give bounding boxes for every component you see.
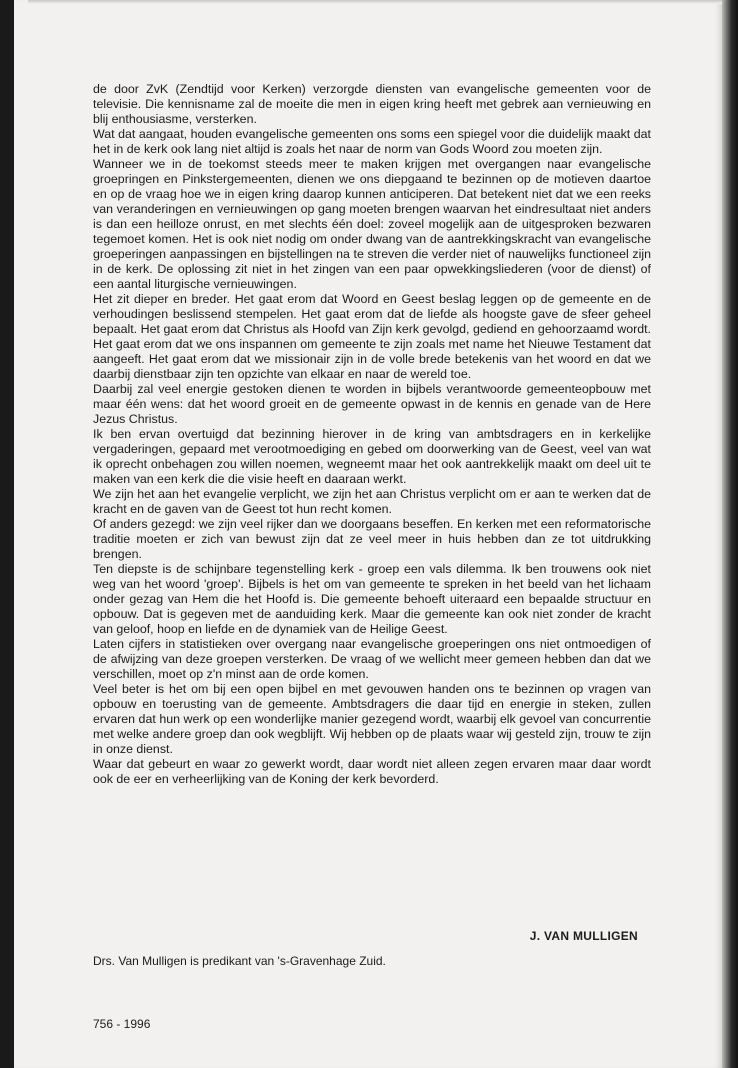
paragraph: Daarbij zal veel energie gestoken dienen te worden in bijbels verantwoorde gemeenteopbouw met maar één wens: dat het woord groeit en de gemeente opwast in de kennis en genade van de Here Jezus Christus. xyxy=(93,382,651,426)
page-top-edge xyxy=(28,0,736,4)
book-spine-edge xyxy=(722,0,738,1068)
author-signature: J. VAN MULLIGEN xyxy=(529,929,638,943)
paragraph: de door ZvK (Zendtijd voor Kerken) verzorgde diensten van evangelische gemeenten voor de televisie. Die kennisname zal de moeite die men in eigen kring heeft met gebrek aan vernieuwing en blij enthousiasme, versterken. xyxy=(93,82,651,126)
paragraph: Laten cijfers in statistieken over overgang naar evangelische groeperingen ons niet ontmoedigen of de afwijzing van deze groepen versterken. De vraag of we wellicht meer gemeen hebben dan dat we verschillen, moet op z'n minst aan de orde komen. xyxy=(93,637,651,681)
paragraph: Ten diepste is de schijnbare tegenstelling kerk - groep een vals dilemma. Ik ben trouwens ook niet weg van het woord 'groep'. Bijbels is het om van gemeente te spreken in het beeld van het lichaam onder gezag van Hem die het Hoofd is. Die gemeente behoeft uiteraard een bepaalde structuur en opbouw. Dat is gegeven met de aanduiding kerk. Maar die gemeente kan ook niet zonder de kracht van geloof, hoop en liefde en de dynamiek van de Heilige Geest. xyxy=(93,562,651,636)
paragraph: Ik ben ervan overtuigd dat bezinning hierover in de kring van ambtsdragers en in kerkelijke vergaderingen, gepaard met verootmoediging en gebed om doorwerking van de Geest, veel van wat ik oprecht onbehagen zou willen noemen, wegneemt maar het ook aantrekkelijk maakt om deel uit te maken van een kerk die die visie heeft en daaraan werkt. xyxy=(93,427,651,486)
page-number: 756 - 1996 xyxy=(93,1017,151,1031)
paragraph: Of anders gezegd: we zijn veel rijker dan we doorgaans beseffen. En kerken met een reformatorische traditie moeten er zich van bewust zijn dat ze veel meer in huis hebben dan ze tot uitdrukking brengen. xyxy=(93,517,651,561)
paragraph: Veel beter is het om bij een open bijbel en met gevouwen handen ons te bezinnen op vragen van opbouw en toerusting van de gemeente. Ambtsdragers die daar tijd en energie in steken, zullen ervaren dat hun werk op een wonderlijke manier gezegend wordt, waarbij elk gevoel van concurrentie met welke andere groep dan ook wegblijft. Wij hebben op de plaats waar wij gesteld zijn, trouw te zijn in onze dienst. xyxy=(93,682,651,756)
author-note: Drs. Van Mulligen is predikant van 's-Gravenhage Zuid. xyxy=(93,954,386,968)
paragraph: Wat dat aangaat, houden evangelische gemeenten ons soms een spiegel voor die duidelijk maakt dat het in de kerk ook lang niet altijd is zoals het naar de norm van Gods Woord zou moeten zijn. xyxy=(93,127,651,156)
article-body xyxy=(93,82,651,787)
paragraph: Het zit dieper en breder. Het gaat erom dat Woord en Geest beslag leggen op de gemeente en de verhoudingen beslissend stempelen. Het gaat erom dat de liefde als hoogste gave de sfeer geheel bepaalt. Het gaat erom dat Christus als Hoofd van Zijn kerk gevolgd, gediend en gehoorzaamd wordt. Het gaat erom dat we ons inspannen om gemeente te zijn zoals met name het Nieuwe Testament dat aangeeft. Het gaat erom dat we missionair zijn in de volle brede betekenis van het woord en dat we daarbij dienstbaar zijn ten opzichte van elkaar en naar de wereld toe. xyxy=(93,292,651,381)
paragraph: Wanneer we in de toekomst steeds meer te maken krijgen met overgangen naar evangelische groepringen en Pinkstergemeenten, dienen we ons diepgaand te bezinnen op de motieven daartoe en op de vraag hoe we in eigen kring daarop kunnen anticiperen. Dat betekent niet dat we een reeks van veranderingen en vernieuwingen op gang moeten brengen waarvan het eindresultaat niet anders is dan een heilloze onrust, en met slechts één doel: zoveel mogelijk aan de uitgesproken bezwaren tegemoet komen. Het is ook niet nodig om onder dwang van de aantrekkingskracht van evangelische groeperingen aanpassingen en bijstellingen na te streven die verder niet of nauwelijks functioneel zijn in de kerk. De oplossing zit niet in het zingen van een paar opwekkingsliederen (voor de dienst) of een aantal liturgische vernieuwingen. xyxy=(93,157,651,291)
paragraph: Waar dat gebeurt en waar zo gewerkt wordt, daar wordt niet alleen zegen ervaren maar daar wordt ook de eer en verheerlijking van de Koning der kerk bevorderd. xyxy=(93,757,651,786)
paragraph: We zijn het aan het evangelie verplicht, we zijn het aan Christus verplicht om er aan te werken dat de kracht en de gaven van de Geest tot hun recht komen. xyxy=(93,487,651,516)
document-page xyxy=(14,0,722,1068)
